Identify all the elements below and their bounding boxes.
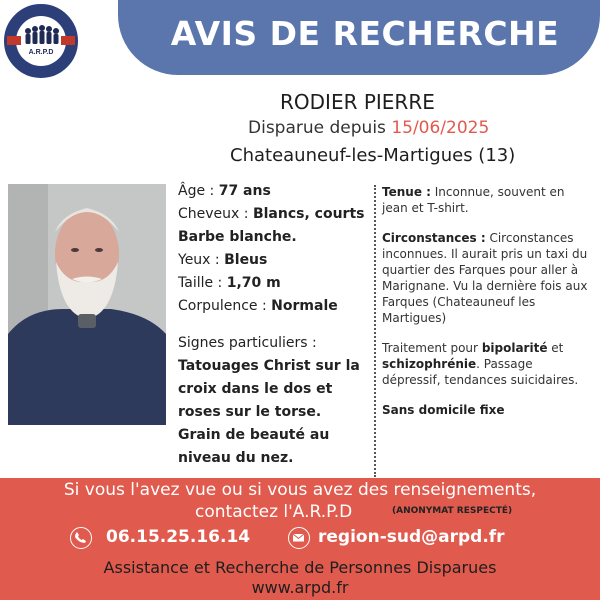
website-link[interactable]: www.arpd.fr bbox=[251, 578, 349, 597]
missing-since bbox=[248, 118, 489, 138]
email-link[interactable]: region-sud@arpd.fr bbox=[318, 527, 505, 547]
height-value: 1,70 m bbox=[226, 275, 281, 291]
beard-value: Barbe blanche. bbox=[178, 229, 297, 245]
tenue-value: Inconnue, souvent en jean et T-shirt. bbox=[382, 185, 565, 215]
treat-pre: Traitement pour bbox=[382, 341, 478, 355]
organization-name: Assistance et Recherche de Personnes Disparues bbox=[103, 558, 497, 577]
mail-icon bbox=[288, 527, 310, 549]
signs-tattoos: Tatouages Christ sur la croix dans le dos et roses sur le torse. bbox=[178, 358, 360, 420]
circ-value: Circonstances inconnues. Il aurait pris un taxi du quartier des Farques pour aller à Marignane. Vu la dernière fois aux Farques (Chateauneuf les Martigues) bbox=[382, 231, 588, 325]
build-label: Corpulence : bbox=[178, 298, 267, 314]
circumstances-column bbox=[382, 184, 592, 432]
circ-label: Circonstances : bbox=[382, 231, 486, 245]
signs-label: Signes particuliers : bbox=[178, 335, 317, 351]
homeless-note: Sans domicile fixe bbox=[382, 403, 505, 417]
missing-label: Disparue depuis bbox=[248, 118, 386, 138]
person-photo bbox=[8, 184, 166, 425]
treat-and: et bbox=[551, 341, 564, 355]
eyes-label: Yeux : bbox=[178, 252, 220, 268]
signs-mole: Grain de beauté au niveau du nez. bbox=[178, 427, 330, 466]
age-label: Âge : bbox=[178, 183, 215, 199]
treat-schizo: schizophrénie bbox=[382, 357, 477, 371]
treat-bipolar: bipolarité bbox=[481, 341, 548, 355]
column-divider bbox=[374, 185, 376, 477]
age-value: 77 ans bbox=[218, 183, 271, 199]
hair-label: Cheveux : bbox=[178, 206, 249, 222]
physical-details bbox=[178, 180, 368, 470]
hair-value: Blancs, courts bbox=[252, 206, 365, 222]
missing-date: 15/06/2025 bbox=[391, 118, 490, 138]
person-name: RODIER PIERRE bbox=[280, 90, 435, 114]
arpd-logo bbox=[2, 2, 80, 80]
build-value: Normale bbox=[271, 298, 338, 314]
cta-line-2: contactez l'A.R.P.D bbox=[195, 502, 353, 522]
phone-link[interactable]: 06.15.25.16.14 bbox=[106, 527, 251, 547]
cta-line-1: Si vous l'avez vue ou si vous avez des renseignements, bbox=[63, 480, 537, 500]
height-label: Taille : bbox=[178, 275, 223, 291]
tenue-label: Tenue : bbox=[382, 185, 431, 199]
city: Chateauneuf-les-Martigues (13) bbox=[230, 145, 516, 166]
logo-center-text: A.R.P.D bbox=[28, 49, 54, 56]
phone-icon bbox=[70, 527, 92, 549]
anonymity-note: (ANONYMAT RESPECTÉ) bbox=[392, 506, 513, 516]
page-title: AVIS DE RECHERCHE bbox=[170, 14, 560, 53]
eyes-value: Bleus bbox=[224, 252, 268, 268]
treat-post: . Passage dépressif, tendances suicidaires. bbox=[382, 357, 579, 387]
